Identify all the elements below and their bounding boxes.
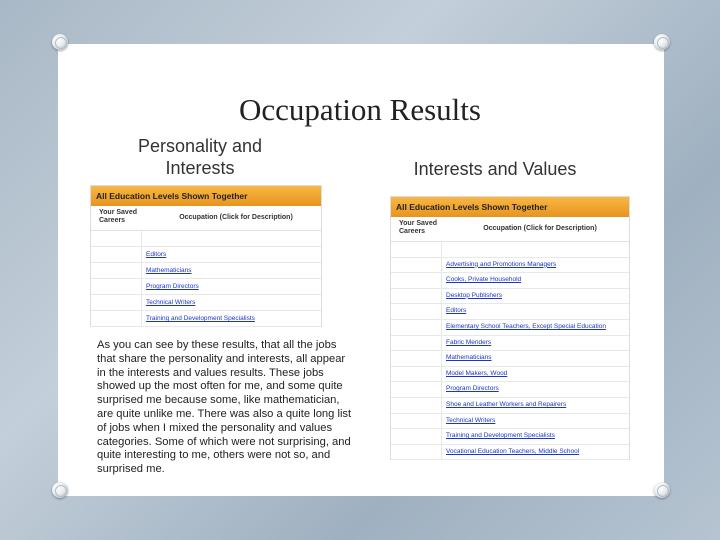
right-heading: Interests and Values [413, 159, 577, 179]
table-row [391, 367, 629, 383]
slide-title: Occupation Results [239, 92, 481, 127]
occupation-link[interactable]: Model Makers, Wood [446, 369, 508, 377]
right-results-table [390, 196, 630, 460]
occupation-link[interactable]: Mathematicians [446, 354, 492, 362]
occupation-header: Occupation (Click for Description) [179, 214, 293, 221]
table-row [91, 279, 321, 295]
table-row [91, 263, 321, 279]
occupation-link[interactable]: Fabric Menders [446, 338, 492, 346]
left-heading: Personality and Interests [137, 136, 263, 178]
left-results-table [90, 185, 322, 327]
pin-icon [654, 34, 670, 50]
table-banner: All Education Levels Shown Together [391, 197, 629, 217]
occupation-link[interactable]: Desktop Publishers [446, 291, 502, 299]
table-row [391, 304, 629, 320]
occupation-link[interactable]: Elementary School Teachers, Except Special Education [446, 322, 606, 330]
table-row [91, 247, 321, 263]
occupation-link[interactable]: Editors [446, 307, 467, 315]
occupation-link[interactable]: Vocational Education Teachers, Middle School [446, 447, 580, 455]
saved-careers-header: Your Saved Careers [99, 209, 137, 224]
occupation-link[interactable]: Cooks, Private Household [446, 276, 522, 284]
table-row [91, 311, 321, 327]
table-row [91, 295, 321, 311]
occupation-link[interactable]: Technical Writers [146, 299, 196, 306]
occupation-link[interactable]: Program Directors [446, 385, 499, 393]
saved-careers-header: Your Saved Careers [399, 220, 437, 235]
pin-icon [654, 482, 670, 498]
occupation-link[interactable]: Training and Development Specialists [446, 432, 555, 440]
table-row [391, 414, 629, 430]
description-paragraph: As you can see by these results, that all the jobs that share the personality and interests, all appear in the interests and values results. These jobs showed up the most often for me, and some quite surprised me because some, like mathematician, are quite unlike me. There was also a quite long list of jobs when I mixed the personality and values categories. Some of which were not surprising, and quite interesting to me, others were not so, and surprised me. [97, 339, 352, 476]
table-row [391, 429, 629, 445]
table-row [391, 258, 629, 274]
table-row [391, 336, 629, 352]
table-row [91, 231, 321, 247]
table-banner: All Education Levels Shown Together [91, 186, 321, 206]
table-header [91, 206, 321, 231]
occupation-link[interactable]: Editors [146, 251, 167, 258]
occupation-link[interactable]: Mathematicians [146, 267, 192, 274]
occupation-link[interactable] [142, 231, 321, 246]
occupation-link[interactable]: Training and Development Specialists [146, 315, 255, 322]
pin-icon [52, 482, 68, 498]
occupation-header: Occupation (Click for Description) [483, 225, 597, 232]
occupation-link[interactable]: Advertising and Promotions Managers [446, 260, 557, 268]
table-row [391, 398, 629, 414]
table-row [391, 242, 629, 258]
table-row [391, 289, 629, 305]
table-row [391, 320, 629, 336]
occupation-link[interactable]: Technical Writers [446, 416, 496, 424]
table-row [391, 273, 629, 289]
table-header [391, 217, 629, 242]
table-row [391, 351, 629, 367]
table-row [391, 382, 629, 398]
occupation-link[interactable] [442, 242, 629, 257]
pin-icon [52, 34, 68, 50]
occupation-link[interactable]: Shoe and Leather Workers and Repairers [446, 400, 567, 408]
occupation-link[interactable]: Program Directors [146, 283, 199, 290]
table-row [391, 445, 629, 461]
